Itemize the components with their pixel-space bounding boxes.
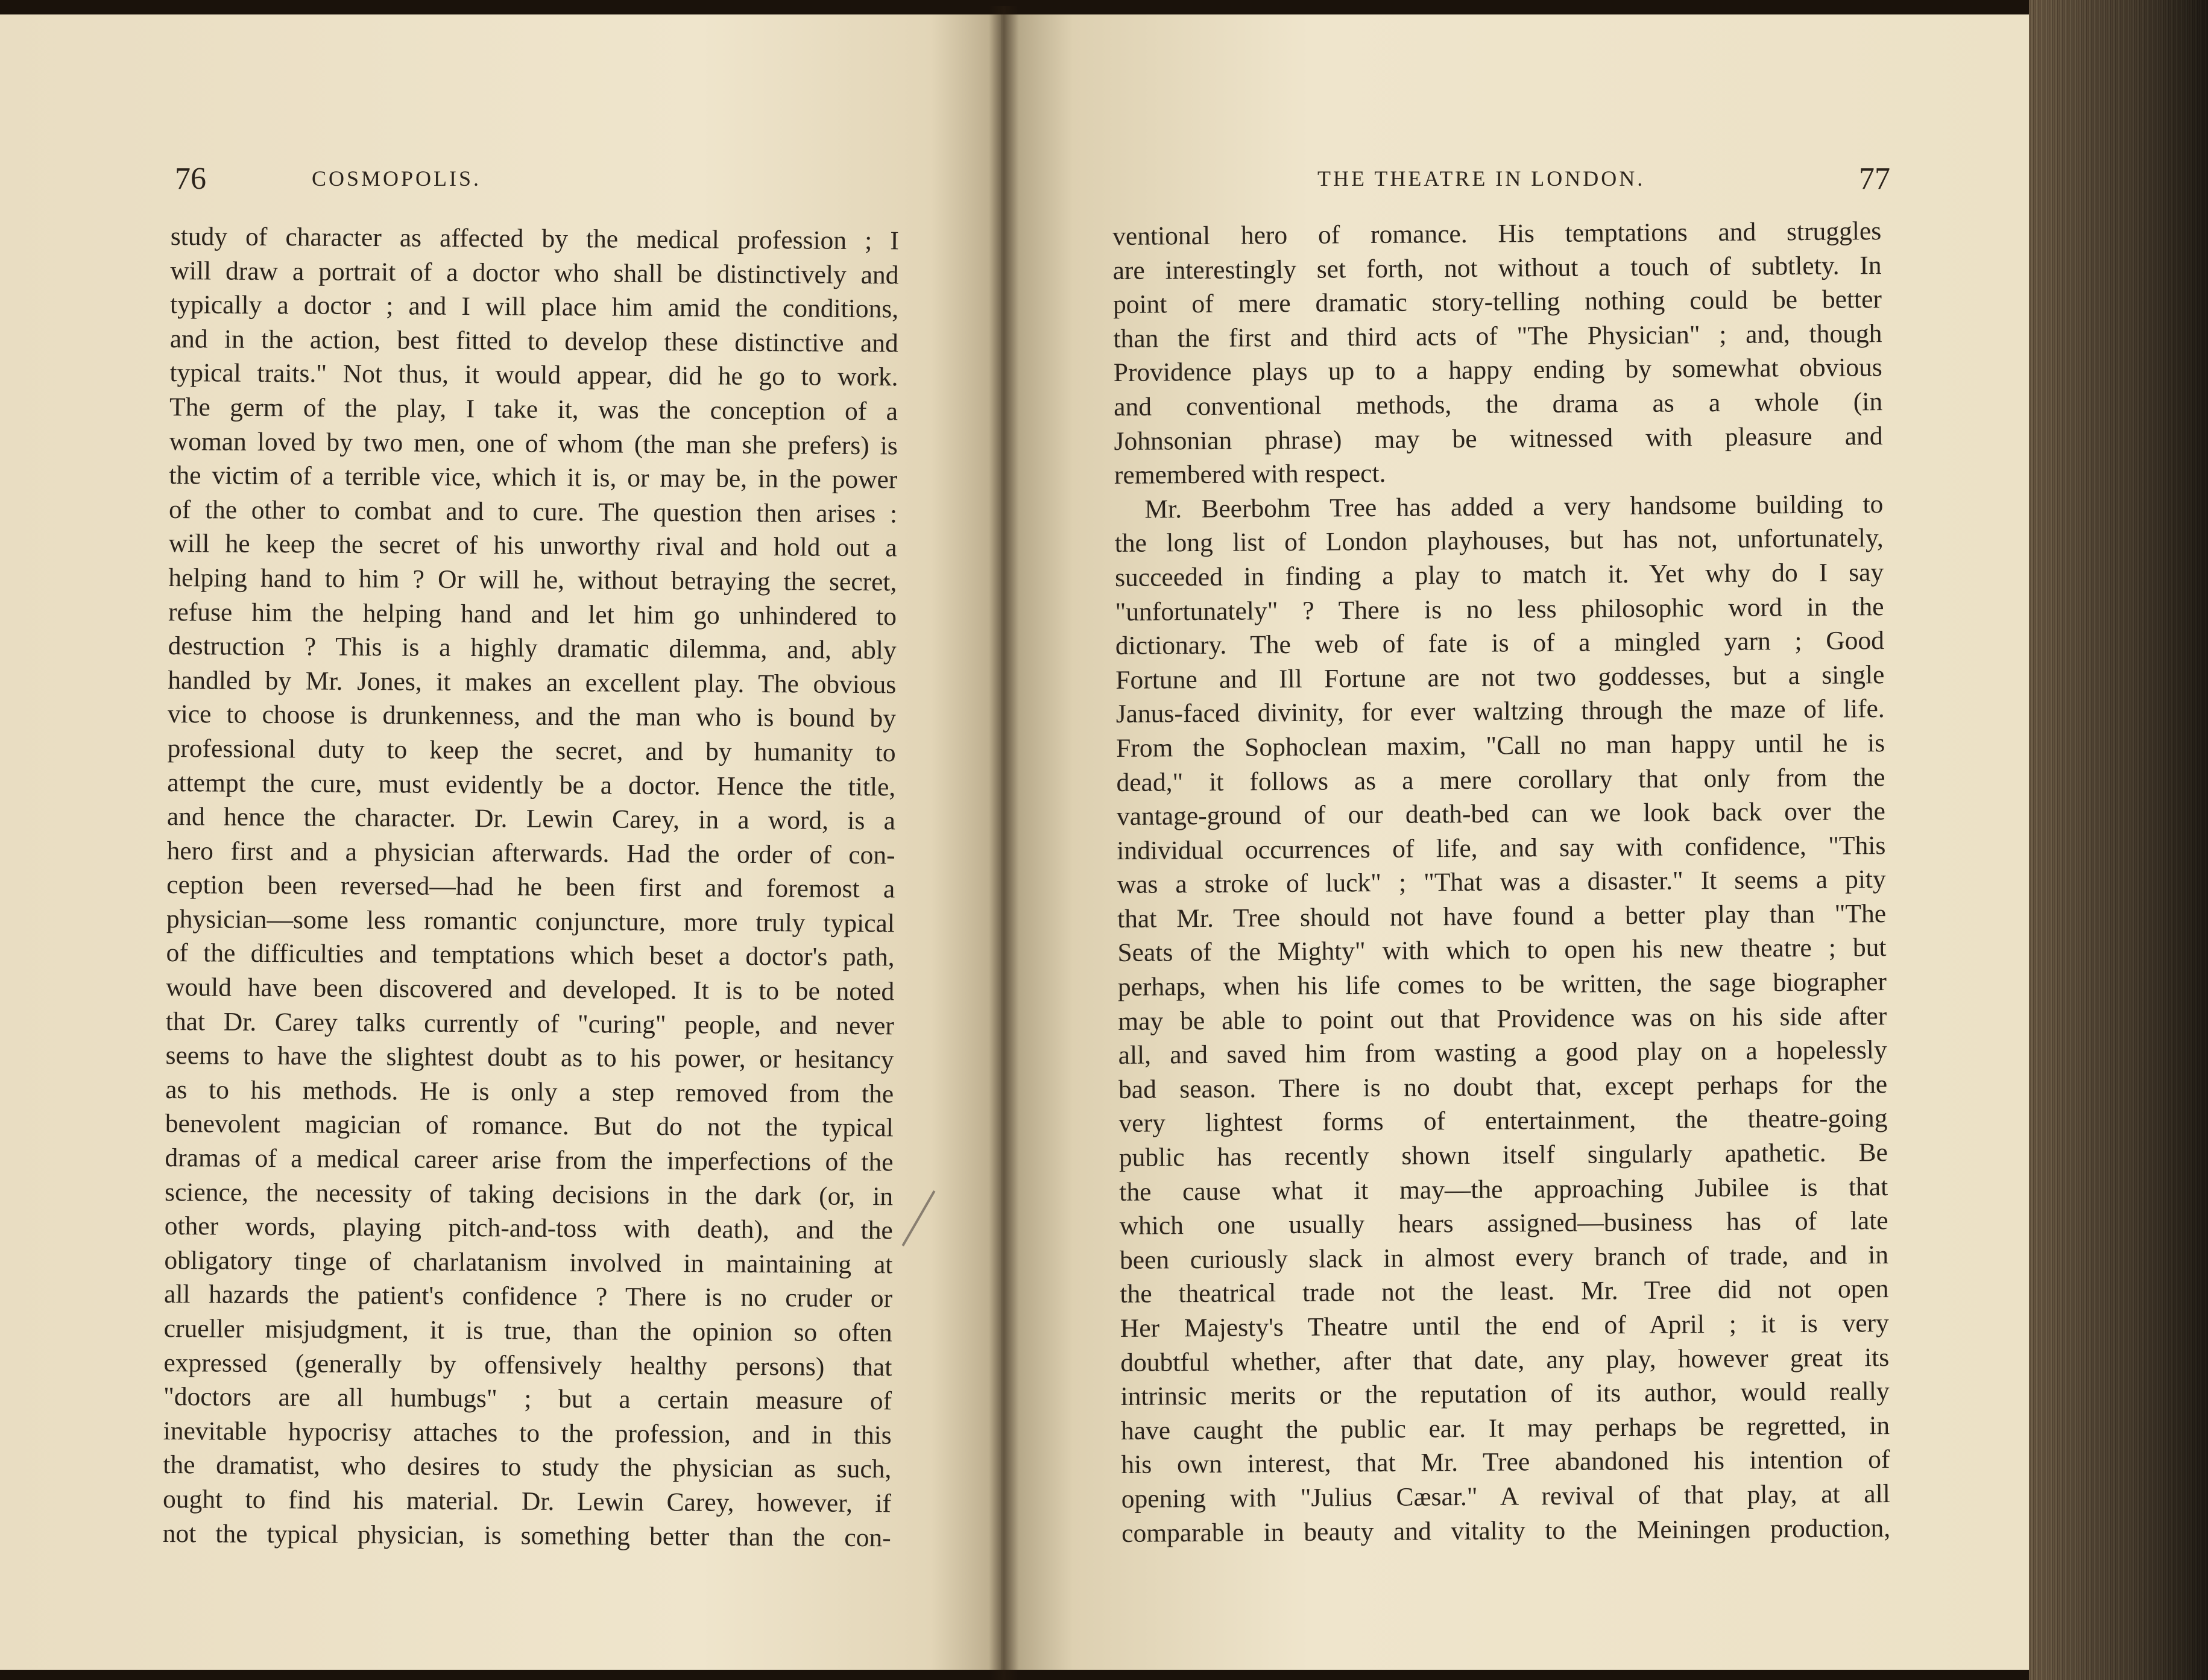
text-line: The germ of the play, I take it, was the conception of a bbox=[169, 392, 898, 426]
text-line: ventional hero of romance. His temptations and struggles bbox=[1112, 216, 1882, 251]
text-line: than the first and third acts of "The Physician" ; and, though bbox=[1113, 318, 1882, 353]
text-line: have caught the public ear. It may perhaps be regretted, in bbox=[1120, 1410, 1890, 1445]
text-line: Johnsonian phrase) may be witnessed with pleasure and bbox=[1114, 421, 1883, 456]
text-line: study of character as affected by the medical profession ; I bbox=[170, 221, 899, 256]
text-line: been curiously slack in almost every branch of trade, and in bbox=[1119, 1240, 1889, 1275]
text-line: of the difficulties and temptations which beset a doctor's path, bbox=[166, 938, 895, 972]
text-line: will he keep the secret of his unworthy rival and hold out a bbox=[168, 529, 897, 563]
right-page bbox=[1001, 14, 2029, 1670]
text-line: dictionary. The web of fate is of a mingled yarn ; Good bbox=[1115, 626, 1885, 661]
text-line: will draw a portrait of a doctor who shall be distinctively and bbox=[170, 256, 899, 289]
text-line: the victim of a terrible vice, which it is, or may be, in the power bbox=[169, 461, 898, 494]
paragraph-2 bbox=[1114, 487, 1890, 1550]
text-line: intrinsic merits or the reputation of its author, would really bbox=[1120, 1377, 1890, 1412]
text-line: and conventional methods, the drama as a whole (in bbox=[1114, 387, 1883, 422]
text-line: and in the action, best fitted to develop these distinctive and bbox=[169, 324, 898, 358]
text-line: expressed (generally by offensively healthy persons) that bbox=[163, 1348, 892, 1382]
text-line: vice to choose is drunkenness, and the man who is bound by bbox=[167, 699, 897, 733]
text-line: all hazards the patient's confidence ? There is no cruder or bbox=[163, 1280, 893, 1313]
left-body-text bbox=[163, 219, 899, 1555]
pencil-mark bbox=[902, 1190, 936, 1246]
right-running-title: THE THEATRE IN LONDON. bbox=[1317, 166, 1645, 191]
text-line: ought to find his material. Dr. Lewin Carey, however, if bbox=[162, 1484, 892, 1518]
text-line: "unfortunately" ? There is no less philosophic word in the bbox=[1115, 592, 1884, 627]
text-line: that Mr. Tree should not have found a better play than "The bbox=[1117, 898, 1887, 933]
text-line: Fortune and Ill Fortune are not two goddesses, but a single bbox=[1115, 660, 1885, 695]
text-line: not the typical physician, is something better than the con- bbox=[162, 1518, 891, 1552]
text-line: would have been discovered and developed. It is to be noted bbox=[166, 973, 895, 1006]
text-line: his own interest, that Mr. Tree abandoned his intention of bbox=[1121, 1445, 1890, 1480]
text-line: science, the necessity of taking decisions in the dark (or, in bbox=[165, 1177, 894, 1211]
text-line: that Dr. Carey talks currently of "curing" people, and never bbox=[165, 1006, 895, 1041]
text-line: physician—some less romantic conjuncture, more truly typical bbox=[166, 904, 895, 938]
text-line: may be able to point out that Providence was on his side after bbox=[1118, 1001, 1887, 1036]
text-line: professional duty to keep the secret, and by humanity to bbox=[167, 733, 896, 768]
text-line: handled by Mr. Jones, it makes an excellent play. The obvious bbox=[168, 665, 897, 699]
text-line: Her Majesty's Theatre until the end of April ; it is very bbox=[1120, 1309, 1889, 1343]
text-line: dramas of a medical career arise from the imperfections of the bbox=[165, 1143, 894, 1177]
text-line: dead," it follows as a mere corollary that only from the bbox=[1116, 762, 1885, 797]
text-line: point of mere dramatic story-telling nothing could be better bbox=[1112, 285, 1882, 320]
text-line: hero first and a physician afterwards. Had the order of con- bbox=[166, 836, 895, 870]
text-line: "doctors are all humbugs" ; but a certain measure of bbox=[163, 1382, 892, 1416]
text-line: destruction ? This is a highly dramatic dilemma, and, ably bbox=[168, 631, 897, 665]
paragraph-1 bbox=[1112, 214, 1883, 493]
text-line: and hence the character. Dr. Lewin Carey, in a word, is a bbox=[166, 802, 896, 836]
text-line: seems to have the slightest doubt as to his power, or hesitancy bbox=[165, 1041, 894, 1075]
book-page-edges bbox=[2029, 0, 2208, 1680]
text-line: opening with "Julius Cæsar." A revival of that play, at all bbox=[1121, 1479, 1890, 1514]
text-line: very lightest forms of entertainment, the theatre-going bbox=[1118, 1104, 1888, 1138]
text-line: all, and saved him from wasting a good play on a hopelessly bbox=[1118, 1035, 1887, 1070]
left-running-head bbox=[175, 160, 898, 197]
text-line: Providence plays up to a happy ending by somewhat obvious bbox=[1113, 353, 1882, 388]
text-line: helping hand to him ? Or will he, without betraying the secret, bbox=[168, 563, 897, 597]
text-line: Seats of the Mighty" with which to open his new theatre ; but bbox=[1117, 933, 1887, 968]
text-line: the cause what it may—the approaching Jubilee is that bbox=[1119, 1172, 1888, 1207]
text-line: crueller misjudgment, it is true, than the opinion so often bbox=[163, 1313, 892, 1348]
book-gutter bbox=[989, 6, 1019, 1680]
right-body-text bbox=[1112, 214, 1890, 1550]
text-line: remembered with respect. bbox=[1114, 459, 1386, 490]
text-line: inevitable hypocrisy attaches to the profession, and in this bbox=[163, 1416, 892, 1450]
right-page-number: 77 bbox=[1859, 161, 1890, 196]
text-line: the long list of London playhouses, but has not, unfortunately, bbox=[1114, 523, 1884, 558]
text-line: of the other to combat and to cure. The question then arises : bbox=[168, 494, 898, 529]
text-line: obligatory tinge of charlatanism involved in maintaining at bbox=[164, 1245, 893, 1280]
text-line: Janus-faced divinity, for ever waltzing through the maze of life. bbox=[1115, 694, 1885, 729]
text-line: succeeded in finding a play to match it. Yet why do I say bbox=[1114, 558, 1884, 592]
text-line: typical traits." Not thus, it would appear, did he go to work. bbox=[169, 358, 898, 392]
text-line: vantage-ground of our death-bed can we look back over the bbox=[1116, 797, 1886, 832]
text-line: perhaps, when his life comes to be written, the sage biographer bbox=[1117, 967, 1887, 1002]
text-line: benevolent magician of romance. But do not the typical bbox=[165, 1109, 894, 1143]
text-line: was a stroke of luck" ; "That was a disaster." It seems a pity bbox=[1117, 865, 1886, 900]
right-running-head bbox=[1317, 160, 1890, 197]
text-line: woman loved by two men, one of whom (the man she prefers) is bbox=[169, 426, 898, 460]
text-line: refuse him the helping hand and let him go unhindered to bbox=[168, 597, 897, 631]
left-page bbox=[0, 14, 1001, 1670]
text-line: the theatrical trade not the least. Mr. Tree did not open bbox=[1120, 1274, 1889, 1309]
text-line: other words, playing pitch-and-toss with death), and the bbox=[164, 1211, 893, 1245]
text-line: bad season. There is no doubt that, except perhaps for the bbox=[1118, 1069, 1888, 1104]
left-running-title: COSMOPOLIS. bbox=[312, 166, 482, 191]
text-line: ception been reversed—had he been first and foremost a bbox=[166, 870, 895, 904]
text-line: Mr. Beerbohm Tree has added a very handsome building to bbox=[1144, 489, 1884, 524]
text-line: From the Sophoclean maxim, "Call no man happy until he is bbox=[1115, 728, 1885, 763]
text-line: comparable in beauty and vitality to the Meiningen production, bbox=[1121, 1513, 1891, 1548]
text-line: attempt the cure, must evidently be a doctor. Hence the title, bbox=[167, 768, 896, 801]
text-line: as to his methods. He is only a step removed from the bbox=[165, 1075, 894, 1109]
text-line: typically a doctor ; and I will place him amid the conditions, bbox=[169, 290, 899, 324]
left-page-number: 76 bbox=[175, 161, 206, 196]
text-line: the dramatist, who desires to study the physician as such, bbox=[163, 1450, 892, 1484]
text-line: doubtful whether, after that date, any play, however great its bbox=[1120, 1342, 1890, 1377]
text-line: public has recently shown itself singularly apathetic. Be bbox=[1118, 1138, 1888, 1172]
text-line: which one usually hears assigned—business has of late bbox=[1119, 1206, 1888, 1241]
text-line: individual occurrences of life, and say with confidence, "This bbox=[1117, 830, 1886, 865]
text-line: are interestingly set forth, not without a touch of subtlety. In bbox=[1112, 250, 1882, 285]
